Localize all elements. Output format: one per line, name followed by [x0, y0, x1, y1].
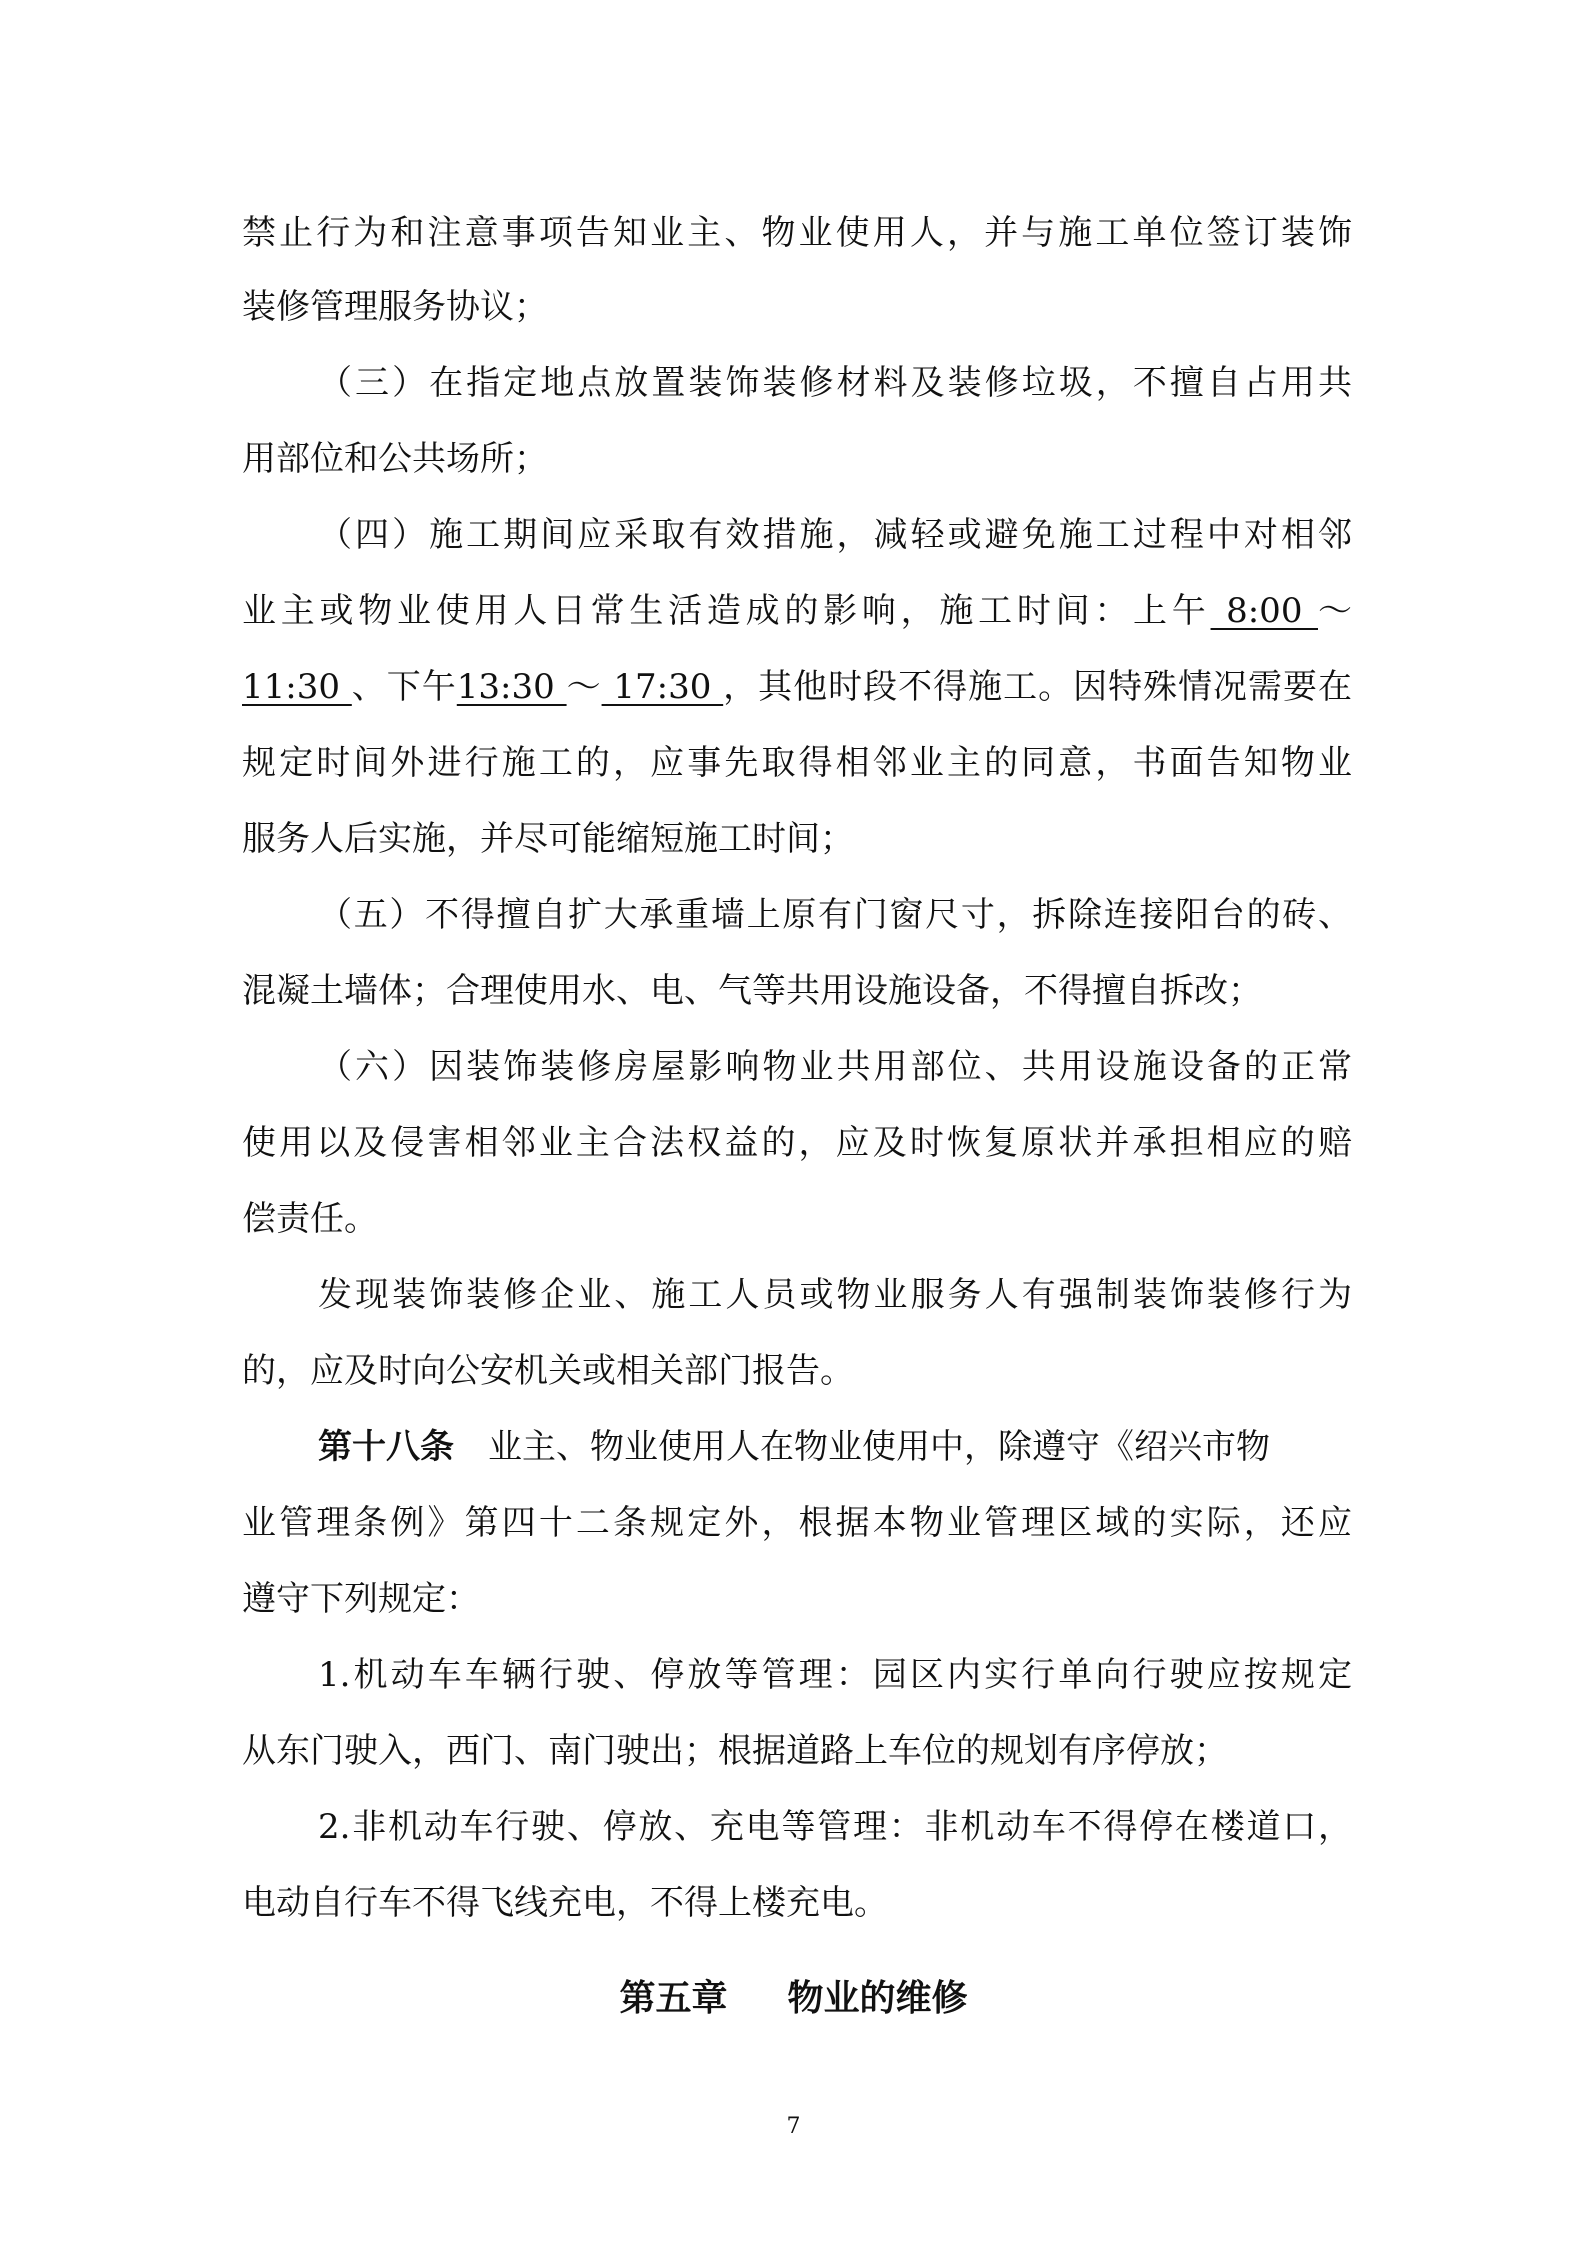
text-line: 用部位和公共场所；	[242, 439, 548, 479]
text-line: （四）施工期间应采取有效措施，减轻或避免施工过程中对相邻	[318, 515, 1352, 555]
text-segment: 业主或物业使用人日常生活造成的影响，施工时间：上午	[242, 591, 1211, 631]
page-number: 7	[786, 2114, 801, 2139]
text-line: （六）因装饰装修房屋影响物业共用部位、共用设施设备的正常	[318, 1047, 1352, 1087]
text-line: 业管理条例》第四十二条规定外，根据本物业管理区域的实际，还应	[242, 1503, 1352, 1543]
text-segment: ～	[1318, 591, 1352, 631]
text-line	[242, 1424, 1352, 1470]
text-line: 电动自行车不得飞线充电，不得上楼充电。	[242, 1883, 888, 1923]
text-line	[242, 664, 1352, 710]
text-line: （三）在指定地点放置装饰装修材料及装修垃圾，不擅自占用共	[318, 363, 1352, 403]
text-line: 禁止行为和注意事项告知业主、物业使用人，并与施工单位签订装饰	[242, 213, 1352, 253]
text-line: 服务人后实施，并尽可能缩短施工时间；	[242, 819, 854, 859]
chapter-number: 第五章	[619, 1978, 728, 2019]
text-segment: 业主、物业使用人在物业使用中，除遵守《绍兴市物	[488, 1427, 1270, 1467]
chapter-title: 物业的维修	[787, 1978, 968, 2019]
text-segment: 、下午	[351, 667, 457, 707]
text-segment: ～	[566, 667, 602, 707]
text-line: 从东门驶入，西门、南门驶出；根据道路上车位的规划有序停放；	[242, 1731, 1228, 1771]
text-line: 使用以及侵害相邻业主合法权益的，应及时恢复原状并承担相应的赔	[242, 1123, 1352, 1163]
text-line: 规定时间外进行施工的，应事先取得相邻业主的同意，书面告知物业	[242, 743, 1352, 783]
time-afternoon-end: 17:30	[601, 667, 724, 707]
text-line: 发现装饰装修企业、施工人员或物业服务人有强制装饰装修行为	[318, 1275, 1352, 1315]
text-line: 1.机动车车辆行驶、停放等管理：园区内实行单向行驶应按规定	[318, 1655, 1352, 1695]
text-line: 的，应及时向公安机关或相关部门报告。	[242, 1351, 854, 1391]
text-line: 混凝土墙体；合理使用水、电、气等共用设施设备，不得擅自拆改；	[242, 971, 1262, 1011]
time-afternoon-start: 13:30	[456, 667, 567, 707]
article-heading: 第十八条	[318, 1427, 454, 1467]
time-morning-start: 8:00	[1210, 591, 1318, 631]
text-line: 装修管理服务协议；	[242, 287, 548, 327]
text-line: （五）不得擅自扩大承重墙上原有门窗尺寸，拆除连接阳台的砖、	[318, 895, 1352, 935]
text-line: 偿责任。	[242, 1199, 378, 1239]
text-segment: ，其他时段不得施工。因特殊情况需要在	[723, 667, 1353, 707]
chapter-heading	[0, 1975, 1587, 2023]
text-line	[242, 588, 1352, 634]
time-morning-end: 11:30	[242, 667, 352, 707]
text-line: 2.非机动车行驶、停放、充电等管理：非机动车不得停在楼道口，	[318, 1807, 1352, 1847]
text-line: 遵守下列规定：	[242, 1579, 480, 1619]
